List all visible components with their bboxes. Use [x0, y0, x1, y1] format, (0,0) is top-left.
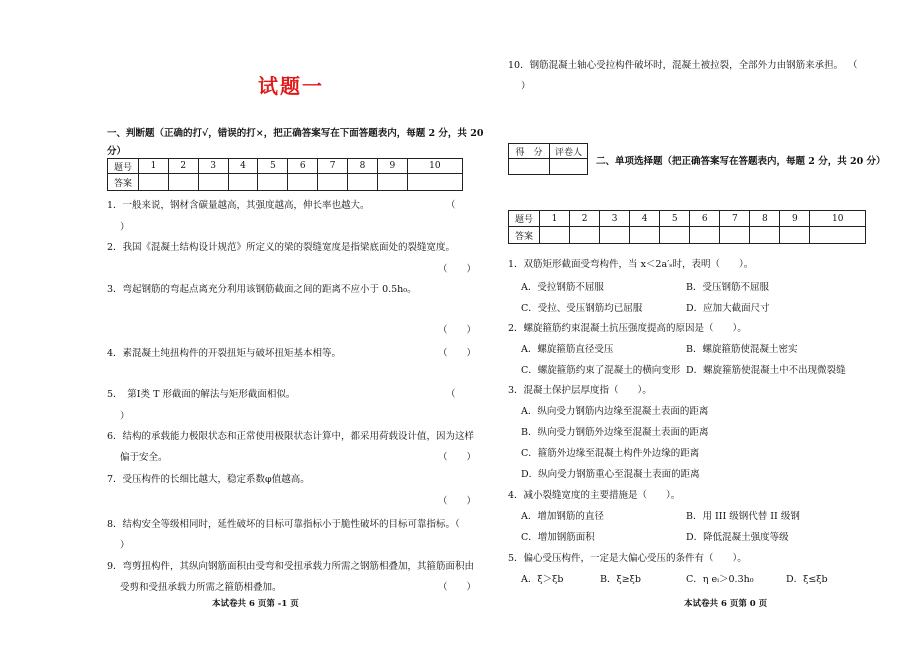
choice-option[interactable]: D．ξ≤ξb — [786, 574, 828, 585]
answer-cell[interactable] — [540, 227, 570, 244]
question-3: 3．弯起钢筋的弯起点离充分利用该钢筋截面之间的距离不应小于 0.5h₀。 — [107, 284, 417, 295]
choice-option[interactable]: D．应加大截面尺寸 — [686, 303, 770, 314]
choice-option[interactable]: A．ξ＞ξb — [521, 574, 564, 585]
choice-option[interactable]: D．降低混凝土强度等级 — [686, 532, 789, 543]
table-header-label: 题号 — [509, 211, 540, 227]
answer-cell[interactable] — [570, 227, 600, 244]
table-number: 3 — [198, 159, 228, 174]
answer-cell[interactable] — [139, 174, 169, 191]
answer-cell[interactable] — [318, 174, 348, 191]
answer-cell[interactable] — [198, 174, 228, 191]
grader-cell[interactable] — [550, 159, 588, 175]
section1-heading-line1: 一、判断题（正确的打√，错误的打×，把正确答案写在下面答题表内，每题 2 分，共 20 — [107, 128, 484, 139]
answer-cell[interactable] — [630, 227, 660, 244]
question-1-bracket: （ — [446, 200, 456, 211]
table-number: 8 — [750, 211, 780, 227]
table-number: 7 — [720, 211, 750, 227]
choice-option[interactable]: B．ξ≥ξb — [600, 574, 641, 585]
choice-question-1: 1．双筋矩形截面受弯构件，当 x＜2a′ₛ时，表明（ ）。 — [508, 259, 754, 270]
table-header-label: 题号 — [108, 159, 139, 174]
choice-option[interactable]: B．纵向受力钢筋外边缘至混凝土表面的距离 — [521, 427, 709, 438]
question-8-bracket-close: ） — [120, 540, 130, 551]
question-1: 1．一般来说，钢材含碳量越高，其强度越高，伸长率也越大。 — [107, 200, 370, 211]
table-number: 4 — [228, 159, 258, 174]
choice-option[interactable]: C．受拉、受压钢筋均已屈服 — [521, 303, 643, 314]
section1-heading-line2: 分） — [107, 146, 127, 157]
question-8: 8．结构安全等级相同时，延性破坏的目标可靠指标小于脆性破坏的目标可靠指标。（ — [107, 519, 460, 530]
question-10-bracket: （ — [848, 60, 858, 71]
choice-option[interactable]: A．受拉钢筋不屈服 — [521, 282, 604, 293]
score-label: 得 分 — [509, 144, 550, 159]
choice-option[interactable]: B．螺旋箍筋使混凝土密实 — [686, 344, 798, 355]
question-5-bracket-close: ） — [120, 411, 130, 422]
question-9-bracket: （ ） — [438, 582, 477, 593]
table-number: 1 — [139, 159, 169, 174]
choice-option[interactable]: B．用 III 级钢代替 II 级钢 — [686, 511, 800, 522]
answer-cell[interactable] — [690, 227, 720, 244]
question-6-line2: 偏于安全。 — [120, 452, 168, 463]
question-10-bracket-close: ） — [521, 81, 531, 92]
answer-cell[interactable] — [660, 227, 690, 244]
left-footer: 本试卷共 6 页第 -1 页 — [212, 599, 299, 609]
choice-question-5: 5．偏心受压构件，一定是大偏心受压的条件有（ ）。 — [508, 553, 747, 564]
grader-label: 评卷人 — [550, 144, 588, 159]
question-9-line2: 受剪和受扭承载力所需之箍筋相叠加。 — [120, 582, 282, 593]
question-6-bracket: （ ） — [438, 452, 477, 463]
question-10: 10．钢筋混凝土轴心受拉构件破坏时，混凝土被拉裂，全部外力由钢筋来承担。 — [508, 60, 844, 71]
table-answer-label: 答案 — [509, 227, 540, 244]
question-3-bracket: （ ） — [438, 325, 477, 336]
table-number: 5 — [660, 211, 690, 227]
score-cell[interactable] — [509, 159, 550, 175]
question-5: 5． 第Ⅰ类 T 形截面的解法与矩形截面相似。 — [107, 389, 296, 400]
question-6: 6．结构的承载能力极限状态和正常使用极限状态计算中，都采用荷载设计值，因为这样 — [107, 431, 475, 442]
choice-option[interactable]: D．螺旋箍筋使混凝土中不出现微裂缝 — [686, 365, 846, 376]
question-7-bracket: （ ） — [438, 496, 477, 507]
choice-option[interactable]: A．增加钢筋的直径 — [521, 511, 604, 522]
answer-cell[interactable] — [228, 174, 258, 191]
table-number: 5 — [258, 159, 288, 174]
table-number: 4 — [630, 211, 660, 227]
table-number: 2 — [570, 211, 600, 227]
choice-answer-table — [508, 210, 866, 244]
table-number: 10 — [407, 159, 462, 174]
judgement-answer-table — [107, 158, 463, 191]
answer-cell[interactable] — [780, 227, 810, 244]
table-number: 9 — [780, 211, 810, 227]
answer-cell[interactable] — [258, 174, 288, 191]
choice-option[interactable]: C．增加钢筋面积 — [521, 532, 595, 543]
table-number: 8 — [348, 159, 378, 174]
question-5-bracket: （ — [446, 389, 456, 400]
choice-option[interactable]: C．螺旋箍筋约束了混凝土的横向变形 — [521, 365, 681, 376]
answer-cell[interactable] — [600, 227, 630, 244]
choice-question-2: 2．螺旋箍筋约束混凝土抗压强度提高的原因是（ ）。 — [508, 323, 747, 334]
answer-cell[interactable] — [750, 227, 780, 244]
question-1-bracket-close: ） — [120, 222, 130, 233]
question-4-bracket: （ ） — [438, 348, 477, 359]
answer-cell[interactable] — [810, 227, 866, 244]
choice-question-4: 4．减小裂缝宽度的主要措施是（ ）。 — [508, 490, 681, 501]
answer-cell[interactable] — [720, 227, 750, 244]
section2-heading: 二、单项选择题（把正确答案写在答题表内，每题 2 分，共 20 分） — [596, 156, 886, 167]
table-number: 1 — [540, 211, 570, 227]
choice-option[interactable]: C．箍筋外边缘至混凝土构件外边缘的距离 — [521, 448, 700, 459]
choice-option[interactable]: C．η eᵢ＞0.3h₀ — [686, 574, 754, 585]
table-number: 2 — [168, 159, 198, 174]
right-footer: 本试卷共 6 页第 0 页 — [684, 599, 768, 609]
choice-option[interactable]: D．纵向受力钢筋重心至混凝土表面的距离 — [521, 469, 700, 480]
table-number: 9 — [377, 159, 407, 174]
question-9: 9．弯剪扭构件，其纵向钢筋面积由受弯和受扭承载力所需之钢筋相叠加，其箍筋面积由 — [107, 561, 475, 572]
question-7: 7．受压构件的长细比越大，稳定系数φ值越高。 — [107, 474, 310, 485]
question-2-bracket: （ ） — [438, 264, 477, 275]
page-title: 试题一 — [258, 74, 324, 98]
table-number: 3 — [600, 211, 630, 227]
score-table — [508, 143, 588, 175]
table-number: 7 — [318, 159, 348, 174]
answer-cell[interactable] — [348, 174, 378, 191]
table-number: 6 — [288, 159, 318, 174]
answer-cell[interactable] — [407, 174, 462, 191]
choice-option[interactable]: B．受压钢筋不屈服 — [686, 282, 769, 293]
table-answer-label: 答案 — [108, 174, 139, 191]
answer-cell[interactable] — [168, 174, 198, 191]
answer-cell[interactable] — [377, 174, 407, 191]
question-2: 2．我国《混凝土结构设计规范》所定义的梁的裂缝宽度是指梁底面处的裂缝宽度。 — [107, 242, 456, 253]
table-number: 10 — [810, 211, 866, 227]
choice-option[interactable]: A．纵向受力钢筋内边缘至混凝土表面的距离 — [521, 406, 709, 417]
answer-cell[interactable] — [288, 174, 318, 191]
table-number: 6 — [690, 211, 720, 227]
choice-option[interactable]: A．螺旋箍筋直径受压 — [521, 344, 614, 355]
choice-question-3: 3．混凝土保护层厚度指（ ）。 — [508, 385, 652, 396]
question-4: 4．素混凝土纯扭构件的开裂扭矩与破坏扭矩基本相等。 — [107, 348, 342, 359]
